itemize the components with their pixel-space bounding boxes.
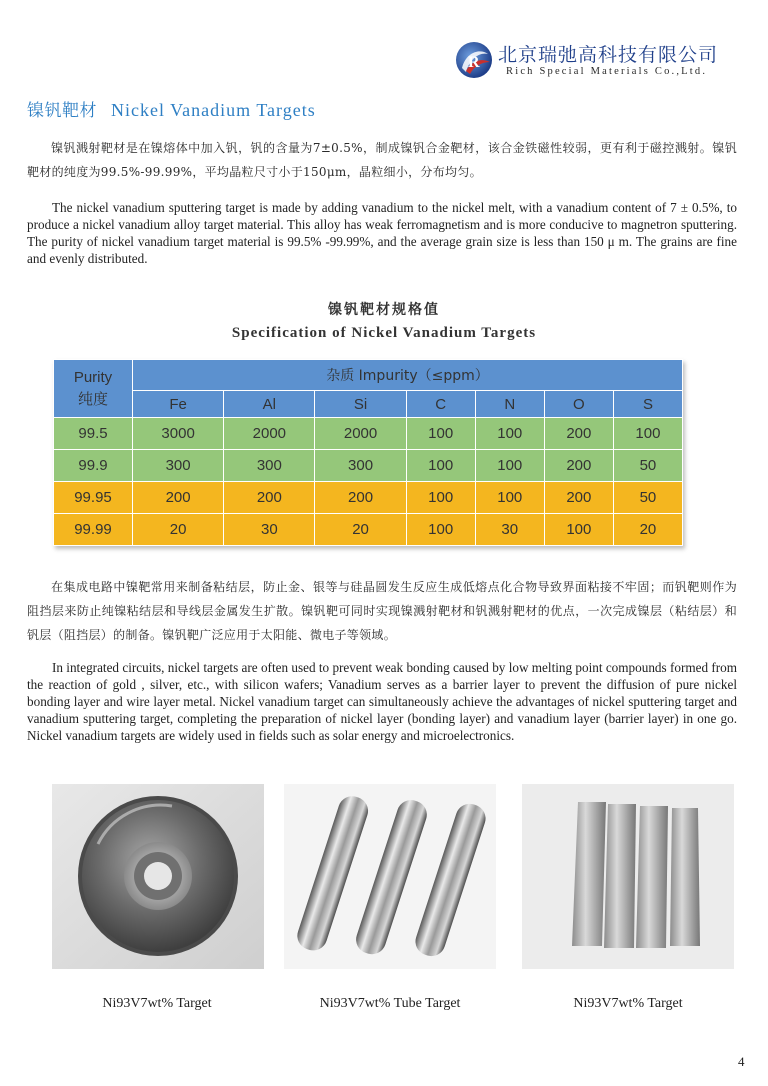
page-number: 4 xyxy=(738,1054,745,1069)
value-cell: 30 xyxy=(224,514,315,546)
value-cell: 200 xyxy=(544,418,613,450)
value-cell: 100 xyxy=(544,514,613,546)
value-cell: 100 xyxy=(475,418,544,450)
value-cell: 100 xyxy=(406,450,475,482)
caption-disc-target: Ni93V7wt% Target xyxy=(102,996,212,1011)
value-cell: 200 xyxy=(544,482,613,514)
value-cell: 100 xyxy=(406,482,475,514)
product-image-plate-targets xyxy=(522,784,734,969)
value-cell: 200 xyxy=(315,482,406,514)
value-cell: 200 xyxy=(133,482,224,514)
element-header: S xyxy=(613,391,682,418)
product-image-disc-target xyxy=(52,784,264,969)
element-header: Si xyxy=(315,391,406,418)
element-header: O xyxy=(544,391,613,418)
value-cell: 3000 xyxy=(133,418,224,450)
company-logo xyxy=(454,40,744,84)
spec-title-cn: 镍钒靶材规格值 xyxy=(328,302,440,318)
spec-table xyxy=(53,359,683,546)
value-cell: 20 xyxy=(315,514,406,546)
intro-paragraph-en: The nickel vanadium sputtering target is made by adding vanadium to the nickel melt, with a vanadium content of 7 ± 0.5%, to produce a nickel vanadium alloy target material. This alloy has weak ferromagnetism and is more conducive to magnetron sputtering. The purity of nickel vanadium target material is 99.5% -99.99%, and the average grain size is less than 150 μ m. The grains are fine and evenly distributed. xyxy=(27,200,737,266)
purity-cell: 99.9 xyxy=(54,450,133,482)
page-title-en: Nickel Vanadium Targets xyxy=(111,100,316,120)
element-header: C xyxy=(406,391,475,418)
page-title-cn: 镍钒靶材 xyxy=(27,101,97,121)
table-row xyxy=(54,514,683,546)
svg-text:R: R xyxy=(468,54,480,71)
plate-targets-icon xyxy=(522,784,734,969)
spec-title-en: Specification of Nickel Vanadium Targets xyxy=(231,325,537,341)
company-name-en: Rich Special Materials Co.,Ltd. xyxy=(506,66,708,77)
value-cell: 50 xyxy=(613,482,682,514)
product-image-tube-targets xyxy=(284,784,496,969)
table-row xyxy=(54,450,683,482)
value-cell: 300 xyxy=(315,450,406,482)
disc-target-icon xyxy=(52,784,264,969)
value-cell: 100 xyxy=(406,514,475,546)
purity-header xyxy=(54,360,133,418)
applications-paragraph-cn: 在集成电路中镍靶常用来制备粘结层，防止金、银等与硅晶圆发生反应生成低熔点化合物导致界面粘接不牢固；而钒靶则作为阻挡层来防止纯镍粘结层和导线层金属发生扩散。镍钒靶可同时实现镍溅射靶材和钒溅射靶材的优点，一次完成镍层（粘结层）和钒层（阻挡层）的制备。镍钒靶广泛应用于太阳能、微电子等领域。 xyxy=(27,580,737,642)
element-header: N xyxy=(475,391,544,418)
caption-plate-target: Ni93V7wt% Target xyxy=(573,996,683,1011)
purity-cell: 99.5 xyxy=(54,418,133,450)
rich-logo-icon xyxy=(454,40,494,80)
tube-targets-icon xyxy=(284,784,496,969)
element-header: Al xyxy=(224,391,315,418)
purity-label-cn: 纯度 xyxy=(77,390,108,408)
value-cell: 200 xyxy=(544,450,613,482)
value-cell: 20 xyxy=(133,514,224,546)
table-row xyxy=(54,418,683,450)
value-cell: 20 xyxy=(613,514,682,546)
purity-cell: 99.95 xyxy=(54,482,133,514)
caption-tube-target: Ni93V7wt% Tube Target xyxy=(319,996,461,1011)
value-cell: 2000 xyxy=(315,418,406,450)
value-cell: 300 xyxy=(133,450,224,482)
page-title xyxy=(27,96,316,121)
value-cell: 300 xyxy=(224,450,315,482)
purity-cell: 99.99 xyxy=(54,514,133,546)
purity-label-en: Purity xyxy=(73,368,113,386)
element-header: Fe xyxy=(133,391,224,418)
value-cell: 30 xyxy=(475,514,544,546)
applications-paragraph-en: In integrated circuits, nickel targets are often used to prevent weak bonding caused by low melting point compounds formed from the reaction of gold , silver, etc., with silicon wafers; Vanadium serves as a barrier layer to prevent the diffusion of pure nickel bonding layer and wire layer metal. Nickel vanadium target can simultaneously achieve the advantages of nickel sputtering target and vanadium sputtering target, completing the preparation of nickel layer (bonding layer) and vanadium layer (barrier layer) in one go. Nickel vanadium targets are widely used in fields such as solar energy and microelectronics. xyxy=(27,660,737,743)
impurity-header: 杂质 Impurity（≤ppm） xyxy=(133,360,683,391)
company-name-cn: 北京瑞弛高科技有限公司 xyxy=(498,44,719,66)
value-cell: 100 xyxy=(613,418,682,450)
value-cell: 100 xyxy=(475,450,544,482)
value-cell: 100 xyxy=(475,482,544,514)
value-cell: 100 xyxy=(406,418,475,450)
value-cell: 50 xyxy=(613,450,682,482)
table-row xyxy=(54,482,683,514)
intro-paragraph-cn: 镍钒溅射靶材是在镍熔体中加入钒，钒的含量为7±0.5%，制成镍钒合金靶材，该合金铁磁性较弱，更有利于磁控溅射。镍钒靶材的纯度为99.5%-99.99%，平均晶粒尺寸小于150μm，晶粒细小，分布均匀。 xyxy=(27,141,737,179)
value-cell: 2000 xyxy=(224,418,315,450)
value-cell: 200 xyxy=(224,482,315,514)
